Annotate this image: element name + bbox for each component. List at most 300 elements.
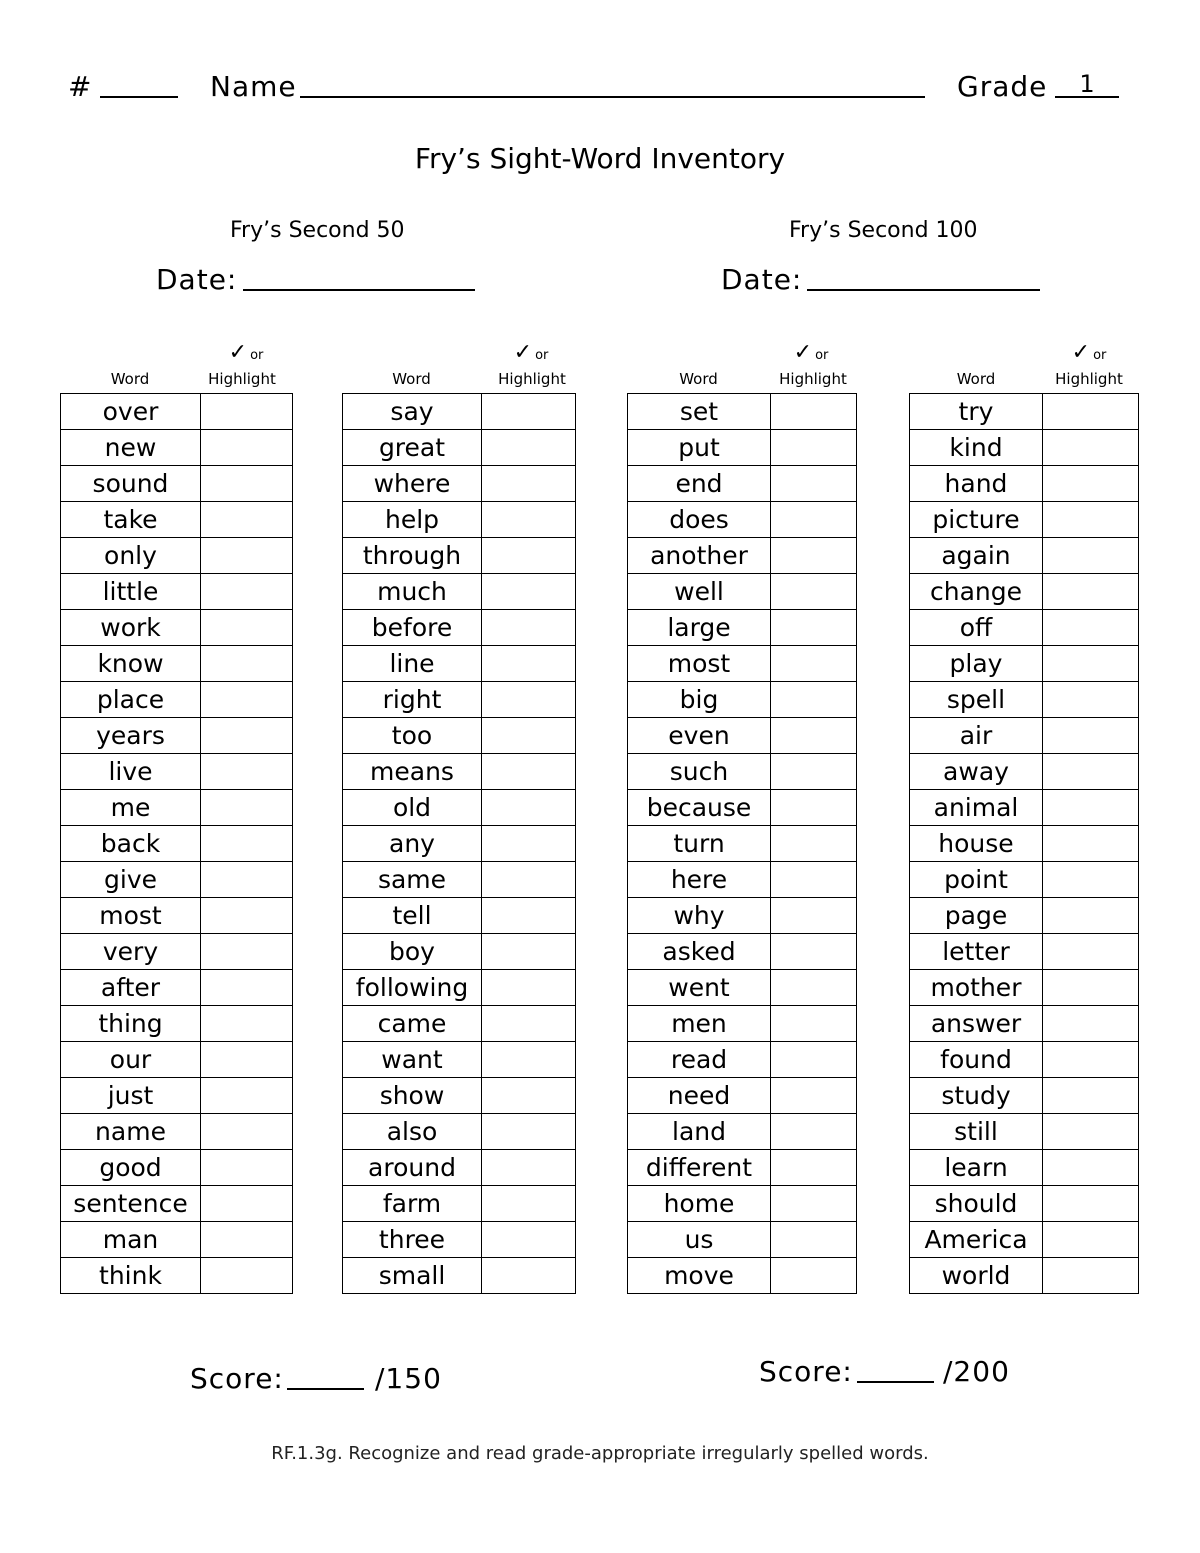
check-cell[interactable] [201,610,293,646]
check-cell[interactable] [482,502,576,538]
check-cell[interactable] [1043,790,1139,826]
check-cell[interactable] [201,970,293,1006]
table-row [61,718,293,754]
check-cell[interactable] [1043,934,1139,970]
word-cell: work [61,610,201,646]
word-cell: thing [61,1006,201,1042]
word-cell: even [628,718,771,754]
check-cell[interactable] [201,538,293,574]
check-cell[interactable] [201,430,293,466]
word-table-1 [60,393,293,1294]
name-label: Name [210,70,297,103]
check-cell[interactable] [482,826,576,862]
table-row [910,970,1139,1006]
check-cell[interactable] [1043,970,1139,1006]
check-cell[interactable] [1043,394,1139,430]
table-row [910,1150,1139,1186]
check-cell[interactable] [482,1114,576,1150]
check-cell[interactable] [201,646,293,682]
table-row [343,394,576,430]
word-cell: animal [910,790,1043,826]
check-cell[interactable] [482,1006,576,1042]
check-cell[interactable] [482,430,576,466]
check-cell[interactable] [1043,1006,1139,1042]
table-row [343,646,576,682]
check-cell[interactable] [771,430,857,466]
check-cell[interactable] [482,1186,576,1222]
check-cell[interactable] [201,718,293,754]
check-cell[interactable] [482,934,576,970]
table-row [343,934,576,970]
word-cell: turn [628,826,771,862]
check-cell[interactable] [201,1078,293,1114]
table-row [628,502,857,538]
check-cell[interactable] [771,682,857,718]
word-cell: change [910,574,1043,610]
word-cell: help [343,502,482,538]
check-cell[interactable] [771,1042,857,1078]
table-row [628,430,857,466]
table-row [61,790,293,826]
word-cell: little [61,574,201,610]
word-cell: sentence [61,1186,201,1222]
check-cell[interactable] [201,790,293,826]
check-cell[interactable] [771,790,857,826]
word-cell: asked [628,934,771,970]
check-cell[interactable] [1043,1078,1139,1114]
table-row [910,718,1139,754]
word-table-2 [342,393,576,1294]
table-row [61,898,293,934]
date-blank-left[interactable] [243,289,475,291]
word-cell: answer [910,1006,1043,1042]
word-cell: back [61,826,201,862]
table-row [61,646,293,682]
check-cell[interactable] [482,1222,576,1258]
word-cell: tell [343,898,482,934]
check-cell[interactable] [771,574,857,610]
check-cell[interactable] [1043,862,1139,898]
word-cell: mother [910,970,1043,1006]
word-cell: show [343,1078,482,1114]
col-header-word: Word [392,370,431,388]
table-row [628,538,857,574]
table-row [61,1078,293,1114]
table-row [61,1042,293,1078]
table-row [61,826,293,862]
table-row [910,898,1139,934]
check-cell[interactable] [771,1186,857,1222]
table-row [628,1078,857,1114]
table-row [343,862,576,898]
word-cell: home [628,1186,771,1222]
check-cell[interactable] [201,466,293,502]
table-row [910,754,1139,790]
word-cell: very [61,934,201,970]
word-cell: put [628,430,771,466]
table-row [61,934,293,970]
word-cell: because [628,790,771,826]
table-row [61,430,293,466]
table-row [61,502,293,538]
word-cell: around [343,1150,482,1186]
word-cell: say [343,394,482,430]
table-row [628,934,857,970]
table-row [910,682,1139,718]
table-row [343,466,576,502]
word-cell: set [628,394,771,430]
check-cell[interactable] [771,538,857,574]
word-cell: big [628,682,771,718]
check-cell[interactable] [201,826,293,862]
table-row [343,538,576,574]
table-row [343,1258,576,1294]
table-row [628,1006,857,1042]
check-cell[interactable] [1043,898,1139,934]
check-cell[interactable] [482,394,576,430]
table-row [628,898,857,934]
table-row [61,682,293,718]
word-cell: came [343,1006,482,1042]
table-row [343,1042,576,1078]
table-row [628,394,857,430]
word-cell: much [343,574,482,610]
word-cell: point [910,862,1043,898]
check-cell[interactable] [771,826,857,862]
date-label-left: Date: [156,263,238,296]
table-row [343,574,576,610]
check-cell[interactable] [1043,718,1139,754]
word-cell: farm [343,1186,482,1222]
word-cell: take [61,502,201,538]
check-cell[interactable] [201,1042,293,1078]
table-row [910,538,1139,574]
check-cell[interactable] [201,682,293,718]
check-cell[interactable] [1043,430,1139,466]
table-row [343,898,576,934]
table-row [628,682,857,718]
word-cell: great [343,430,482,466]
number-label: # [68,70,93,103]
score-label-right: Score: [759,1355,853,1388]
check-cell[interactable] [771,1222,857,1258]
table-row [910,1222,1139,1258]
table-row [343,430,576,466]
check-cell[interactable] [771,646,857,682]
check-cell[interactable] [1043,502,1139,538]
check-cell[interactable] [201,1186,293,1222]
check-cell[interactable] [771,394,857,430]
word-cell: too [343,718,482,754]
table-row [910,1258,1139,1294]
score-blank-left[interactable] [287,1388,364,1390]
check-cell[interactable] [482,574,576,610]
word-cell: new [61,430,201,466]
table-row [343,502,576,538]
check-cell[interactable] [1043,610,1139,646]
check-cell[interactable] [1043,466,1139,502]
check-cell[interactable] [771,898,857,934]
check-cell[interactable] [771,1006,857,1042]
word-cell: only [61,538,201,574]
word-cell: where [343,466,482,502]
check-cell[interactable] [201,1006,293,1042]
check-cell[interactable] [1043,1114,1139,1150]
check-cell[interactable] [771,610,857,646]
date-blank-right[interactable] [807,289,1040,291]
score-label-left: Score: [190,1362,284,1395]
table-row [628,1150,857,1186]
check-cell[interactable] [482,538,576,574]
check-cell[interactable] [201,862,293,898]
word-cell: letter [910,934,1043,970]
word-cell: most [61,898,201,934]
check-cell[interactable] [201,898,293,934]
word-table-4 [909,393,1139,1294]
check-cell[interactable] [201,1114,293,1150]
check-cell[interactable] [482,610,576,646]
check-cell[interactable] [482,898,576,934]
word-cell: man [61,1222,201,1258]
word-cell: same [343,862,482,898]
word-cell: following [343,970,482,1006]
check-cell[interactable] [771,1078,857,1114]
word-cell: our [61,1042,201,1078]
word-cell: line [343,646,482,682]
table-row [61,1006,293,1042]
check-cell[interactable] [1043,1042,1139,1078]
word-cell: still [910,1114,1043,1150]
score-total-left: /150 [375,1362,442,1395]
check-cell[interactable] [1043,1186,1139,1222]
word-cell: well [628,574,771,610]
table-row [343,754,576,790]
checkmark-icon: ✓ [1071,340,1091,365]
word-cell: here [628,862,771,898]
word-cell: right [343,682,482,718]
check-cell[interactable] [1043,574,1139,610]
check-cell[interactable] [1043,1258,1139,1294]
table-row [628,718,857,754]
word-cell: land [628,1114,771,1150]
word-cell: does [628,502,771,538]
table-row [343,1222,576,1258]
word-cell: spell [910,682,1043,718]
table-row [910,862,1139,898]
check-cell[interactable] [771,466,857,502]
check-cell[interactable] [771,1150,857,1186]
check-cell[interactable] [1043,826,1139,862]
table-row [61,394,293,430]
word-cell: another [628,538,771,574]
word-cell: world [910,1258,1043,1294]
check-cell[interactable] [201,574,293,610]
check-cell[interactable] [1043,1150,1139,1186]
table-row [343,610,576,646]
score-blank-right[interactable] [857,1381,934,1383]
table-row [910,1006,1139,1042]
check-cell[interactable] [482,466,576,502]
word-cell: means [343,754,482,790]
word-cell: play [910,646,1043,682]
standard-footer: RF.1.3g. Recognize and read grade-appropriate irregularly spelled words. [271,1443,929,1464]
table-row [343,790,576,826]
table-row [628,466,857,502]
number-blank[interactable] [100,96,178,98]
name-blank[interactable] [300,96,925,98]
word-cell: learn [910,1150,1043,1186]
score-total-right: /200 [943,1355,1010,1388]
col-header-highlight: Highlight [1055,370,1123,388]
table-row [343,682,576,718]
word-cell: think [61,1258,201,1294]
table-row [628,1186,857,1222]
check-cell[interactable] [771,1114,857,1150]
table-row [910,1186,1139,1222]
check-cell[interactable] [201,394,293,430]
table-row [628,754,857,790]
word-cell: through [343,538,482,574]
check-cell[interactable] [771,862,857,898]
table-row [628,1258,857,1294]
check-cell[interactable] [1043,646,1139,682]
word-cell: name [61,1114,201,1150]
table-row [61,538,293,574]
checkmark-icon: ✓ [513,340,533,365]
section-subtitle-second-100: Fry’s Second 100 [789,218,978,243]
word-cell: before [343,610,482,646]
table-row [343,826,576,862]
word-cell: three [343,1222,482,1258]
word-cell: again [910,538,1043,574]
check-cell[interactable] [482,970,576,1006]
word-cell: years [61,718,201,754]
table-row [910,1078,1139,1114]
table-row [343,718,576,754]
check-cell[interactable] [201,502,293,538]
check-cell[interactable] [1043,682,1139,718]
word-cell: want [343,1042,482,1078]
col-header-highlight: Highlight [208,370,276,388]
word-cell: just [61,1078,201,1114]
table-row [61,1222,293,1258]
word-cell: hand [910,466,1043,502]
word-cell: live [61,754,201,790]
table-row [343,1150,576,1186]
check-cell[interactable] [201,1258,293,1294]
check-cell[interactable] [482,682,576,718]
word-cell: know [61,646,201,682]
col-header-check: ✓ or [228,340,264,365]
col-header-check: ✓ or [793,340,829,365]
table-row [343,1114,576,1150]
table-row [628,970,857,1006]
check-cell[interactable] [771,970,857,1006]
word-cell: move [628,1258,771,1294]
col-header-word: Word [956,370,996,388]
word-cell: large [628,610,771,646]
check-cell[interactable] [771,1258,857,1294]
table-row [61,610,293,646]
word-cell: kind [910,430,1043,466]
word-cell: men [628,1006,771,1042]
table-row [628,1042,857,1078]
check-cell[interactable] [771,934,857,970]
table-row [61,862,293,898]
check-cell[interactable] [771,502,857,538]
word-table-3 [627,393,857,1294]
check-cell[interactable] [1043,1222,1139,1258]
word-cell: page [910,898,1043,934]
table-row [343,1006,576,1042]
grade-value: 1 [1079,70,1095,98]
check-cell[interactable] [1043,538,1139,574]
table-row [910,934,1139,970]
check-cell[interactable] [201,1222,293,1258]
col-header-check: ✓ or [513,340,549,365]
check-cell[interactable] [482,1078,576,1114]
check-cell[interactable] [201,1150,293,1186]
checkmark-icon: ✓ [228,340,248,365]
word-cell: me [61,790,201,826]
table-row [910,1114,1139,1150]
table-row [628,862,857,898]
page-title: Fry’s Sight-Word Inventory [414,142,786,175]
col-header-word: Word [679,370,718,388]
word-cell: small [343,1258,482,1294]
check-cell[interactable] [482,646,576,682]
check-cell[interactable] [201,754,293,790]
word-cell: should [910,1186,1043,1222]
check-cell[interactable] [771,718,857,754]
checkmark-icon: ✓ [793,340,813,365]
word-cell: need [628,1078,771,1114]
check-cell[interactable] [482,790,576,826]
word-cell: house [910,826,1043,862]
check-cell[interactable] [482,718,576,754]
check-cell[interactable] [482,754,576,790]
check-cell[interactable] [1043,754,1139,790]
table-row [910,466,1139,502]
table-row [61,1258,293,1294]
check-cell[interactable] [482,1258,576,1294]
table-row [628,610,857,646]
check-cell[interactable] [771,754,857,790]
check-cell[interactable] [482,1042,576,1078]
word-cell: study [910,1078,1043,1114]
section-subtitle-second-50: Fry’s Second 50 [230,218,405,243]
word-cell: air [910,718,1043,754]
table-row [628,1114,857,1150]
check-cell[interactable] [482,1150,576,1186]
table-row [910,826,1139,862]
table-row [910,430,1139,466]
table-row [628,826,857,862]
table-row [61,1186,293,1222]
word-cell: any [343,826,482,862]
table-row [910,502,1139,538]
table-row [61,574,293,610]
table-row [343,1078,576,1114]
col-header-highlight: Highlight [779,370,847,388]
col-header-highlight: Highlight [498,370,566,388]
word-cell: found [910,1042,1043,1078]
check-cell[interactable] [201,934,293,970]
check-cell[interactable] [482,862,576,898]
table-row [61,970,293,1006]
word-cell: America [910,1222,1043,1258]
word-cell: after [61,970,201,1006]
